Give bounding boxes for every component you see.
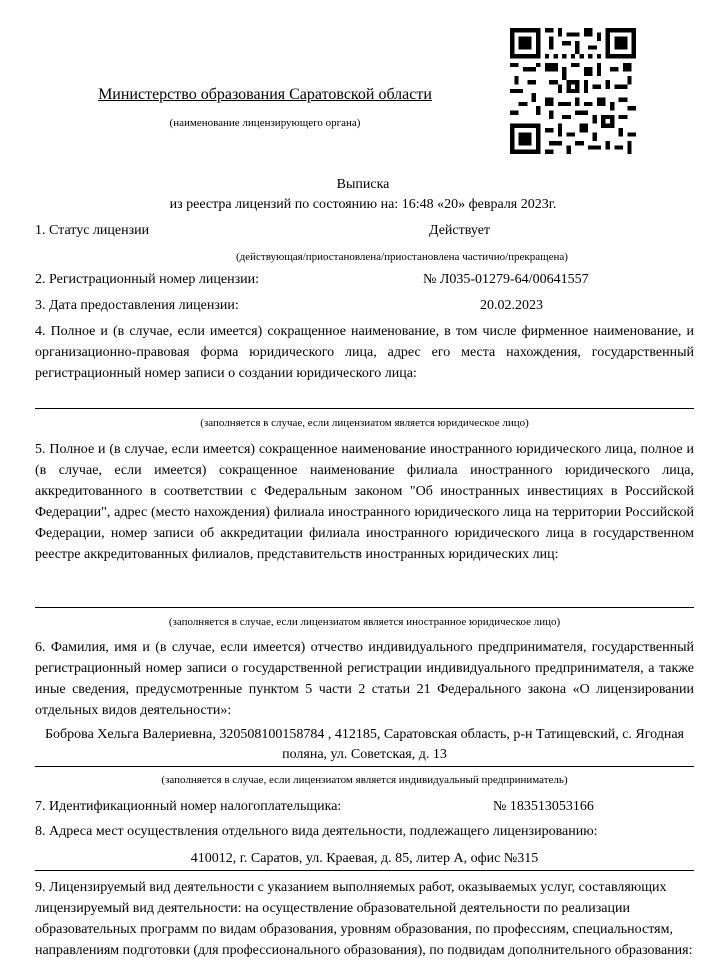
section-8-fill-line xyxy=(35,870,694,871)
section-4-fill-line xyxy=(35,408,694,409)
qr-code-image xyxy=(510,28,636,154)
section-5-text: 5. Полное и (в случае, если имеется) сокращенное наименование иностранного юридического лица, полное и (в случае, если имеется) сокращенное наименование филиала иностранного юридического лица, аккредитованного в соответствии с Федеральным законом "Об иностранных инвестициях в Российской Федерации", адрес (место нахождения) филиала иностранного юридического лица на территории Российской Федерации, номер записи об аккредитации филиала иностранного юридического лица в государственном реестре аккредитованных филиалов, представительств иностранных юридических лиц: xyxy=(35,442,694,562)
status-label: 1. Статус лицензии xyxy=(35,223,150,238)
section-8-text: 8. Адреса мест осуществления отдельного вида деятельности, подлежащего лицензированию: xyxy=(35,824,598,839)
section-5-caption: (заполняется в случае, если лицензиатом является иностранное юридическое лицо) xyxy=(168,616,561,628)
activity-address: 410012, г. Саратов, ул. Краевая, д. 85, литер А, офис №315 xyxy=(190,851,539,866)
section-9-text: 9. Лицензируемый вид деятельности с указанием выполняемых работ, оказываемых услуг, составляющих лицензируемый вид деятельности: на осуществление образовательной деятельности по реализации образовательных программ по видам образования, уровням образования, по профессиям, специальностям, направлениям подготовки (для профессионального образования), по подвидам дополнительного образования: xyxy=(35,880,693,958)
status-caption: (действующая/приостановлена/приостановлена частично/прекращена) xyxy=(236,251,568,263)
document-subtitle: из реестра лицензий по состоянию на: 16:48 «20» февраля 2023г. xyxy=(169,197,557,212)
section-6-fill-line xyxy=(35,766,694,767)
status-value: Действует xyxy=(429,223,491,238)
license-date-label: 3. Дата предоставления лицензии: xyxy=(35,298,239,313)
inn-value: № 183513053166 xyxy=(493,799,594,814)
section-4-caption: (заполняется в случае, если лицензиатом является юридическое лицо) xyxy=(200,417,529,429)
licensing-authority-name: Министерство образования Саратовской области xyxy=(98,86,432,103)
entrepreneur-details: Боброва Хельга Валериевна, 320508100158784 , 412185, Саратовская область, р-н Татищевский, с. Ягодная поляна, ул. Советская, д. 13 xyxy=(44,727,685,762)
section-6-caption: (заполняется в случае, если лицензиатом является индивидуальный предприниматель) xyxy=(161,774,568,786)
registration-number-value: № Л035-01279-64/00641557 xyxy=(423,272,589,287)
section-4-text: 4. Полное и (в случае, если имеется) сокращенное наименование, в том числе фирменное наименование, и организационно-правовая форма юридического лица, адрес его места нахождения, государственный регистрационный номер записи о создании юридического лица: xyxy=(35,324,694,381)
document-title: Выписка xyxy=(336,177,390,192)
section-5-fill-line xyxy=(35,607,694,608)
section-6-text: 6. Фамилия, имя и (в случае, если имеется) отчество индивидуального предпринимателя, государственный регистрационный номер записи о государственной регистрации индивидуального предпринимателя, а также иные сведения, предусмотренные пунктом 5 части 2 статьи 21 Федерального закона «О лицензировании отдельных видов деятельности»: xyxy=(35,640,694,718)
inn-label: 7. Идентификационный номер налогоплательщика: xyxy=(35,799,342,814)
licensing-authority-caption: (наименование лицензирующего органа) xyxy=(169,117,361,129)
registration-number-label: 2. Регистрационный номер лицензии: xyxy=(35,272,260,287)
license-date-value: 20.02.2023 xyxy=(480,298,543,313)
